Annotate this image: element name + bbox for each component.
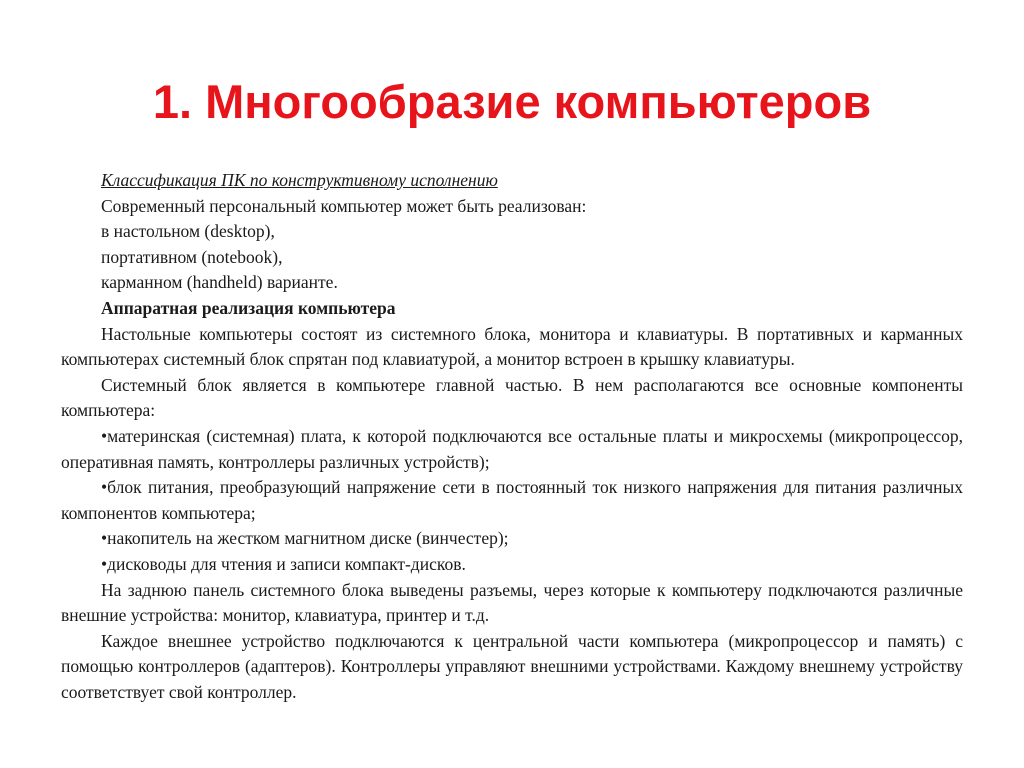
component-item <box>61 552 963 578</box>
component-text: накопитель на жестком магнитном диске (винчестер); <box>107 528 509 549</box>
system-unit-paragraph: Системный блок является в компьютере главной частью. В нем располагаются все основные компоненты компьютера: <box>61 374 963 421</box>
variant-item: в настольном (desktop), <box>101 221 275 242</box>
component-text: блок питания, преобразующий напряжение сети в постоянный ток низкого напряжения для питания различных компонентов компьютера; <box>61 477 963 523</box>
slide-body <box>61 168 963 705</box>
bullet-icon: • <box>101 477 108 498</box>
component-text: материнская (системная) плата, к которой подключаются все остальные платы и микросхемы (микропроцессор, оперативная память, контроллеры различных устройств); <box>61 425 963 472</box>
classification-subtitle: Классификация ПК по конструктивному исполнению <box>101 170 498 190</box>
component-text: дисководы для чтения и записи компакт-дисков. <box>107 553 466 574</box>
bullet-icon: • <box>101 425 108 446</box>
bullet-icon: • <box>101 528 108 549</box>
variant-item: карманном (handheld) варианте. <box>101 272 338 293</box>
variant-item: портативном (notebook), <box>101 246 283 267</box>
component-item <box>61 424 963 475</box>
component-item <box>61 526 963 552</box>
intro-text: Современный персональный компьютер может быть реализован: <box>101 195 587 216</box>
controllers-paragraph: Каждое внешнее устройство подключаются к центральной части компьютера (микропроцессор и память) с помощью контроллеров (адаптеров). Контроллеры управляют внешними устройствами. Каждому внешнему устройству соответствует свой контроллер. <box>61 630 963 702</box>
rear-panel-paragraph: На заднюю панель системного блока выведены разъемы, через которые к компьютеру подключаются различные внешние устройства: монитор, клавиатура, принтер и т.д. <box>61 579 963 626</box>
hardware-heading: Аппаратная реализация компьютера <box>101 297 396 318</box>
bullet-icon: • <box>101 553 108 574</box>
slide-title: 1. Многообразие компьютеров <box>152 75 872 128</box>
desktop-paragraph: Настольные компьютеры состоят из системного блока, монитора и клавиатуры. В портативных и карманных компьютерах системный блок спрятан под клавиатурой, а монитор встроен в крышку клавиатуры. <box>61 323 963 370</box>
component-item <box>61 475 963 526</box>
